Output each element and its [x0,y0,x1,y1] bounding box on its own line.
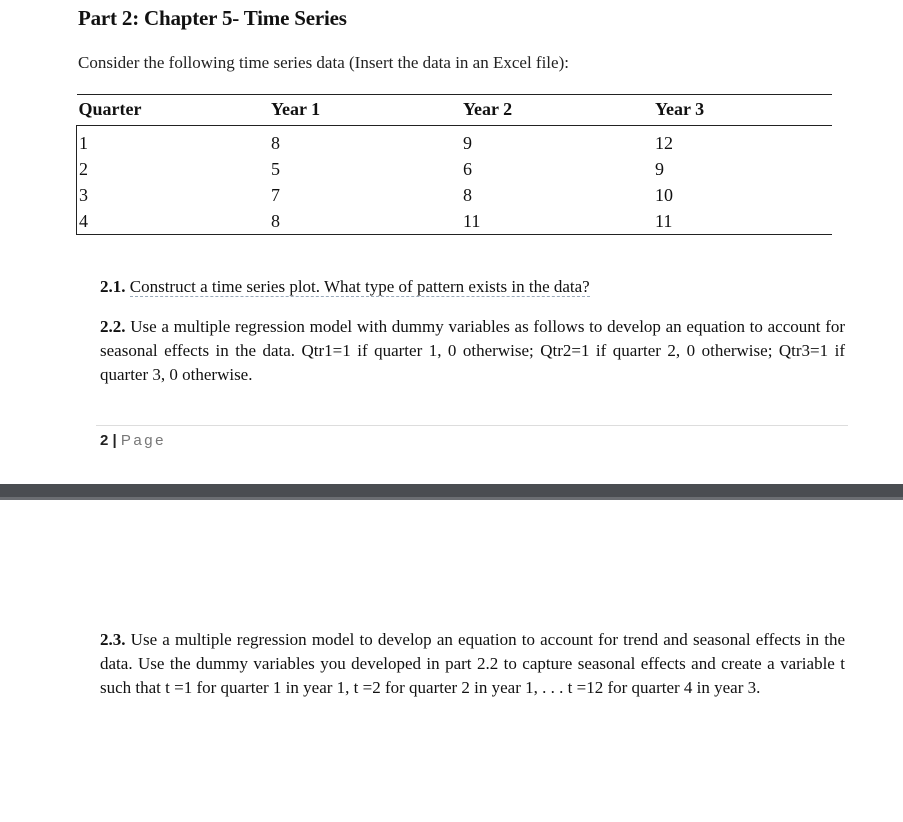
question-2-3 [100,628,845,700]
cell-year3: 11 [653,208,832,235]
header-year2: Year 2 [461,95,653,126]
cell-year3: 12 [655,133,673,153]
header-year3: Year 3 [653,95,832,126]
cell-quarter: 3 [77,182,270,208]
time-series-table [76,94,832,235]
cell-year1: 8 [269,208,461,235]
header-year1: Year 1 [269,95,461,126]
page-footer-divider [96,425,848,426]
table-header-row [77,95,833,126]
question-text: Construct a time series plot. What type of pattern exists in the data? [129,277,590,296]
question-2-1 [100,275,640,299]
cell-year2: 8 [463,185,472,205]
question-2-2 [100,315,845,387]
cell-year1: 7 [271,185,280,205]
cell-year3: 9 [655,159,664,179]
page-footer [100,432,166,449]
table-row [77,182,833,208]
cell-year1: 5 [271,159,280,179]
cell-year3: 10 [655,185,673,205]
table-row [77,208,833,235]
cell-quarter: 4 [77,208,270,235]
cell-year1: 8 [271,133,280,153]
intro-text: Consider the following time series data (Insert the data in an Excel file): [78,53,569,72]
page-title: Part 2: Chapter 5- Time Series [78,6,347,30]
cell-year2: 11 [461,208,653,235]
question-text: Use a multiple regression model with dummy variables as follows to develop an equation to account for seasonal effects in the data. Qtr1=1 if quarter 1, 0 otherwise; Qtr2=1 if quarter 2, 0 otherwise; Qtr3=1 if quarter 3, 0 otherwise. [100,317,846,384]
header-quarter: Quarter [77,95,270,126]
question-text: Use a multiple regression model to develop an equation to account for trend and seasonal effects in the data. Use the dummy variables you developed in part 2.2 to capture seasonal effects and create a variable t such that t =1 for quarter 1 in year 1, t =2 for quarter 2 in year 1, . . . t =12 for quarter 4 in year 3. [100,630,846,697]
cell-year2: 9 [463,133,472,153]
page-label: Page [120,432,166,449]
question-number: 2.1. [100,277,126,296]
cell-quarter: 1 [77,126,270,157]
table-row [77,156,833,182]
cell-quarter: 2 [77,156,270,182]
page-break-separator [0,484,903,500]
cell-year2: 6 [463,159,472,179]
question-number: 2.3. [100,630,126,649]
question-number: 2.2. [100,317,126,336]
table-row [77,126,833,157]
page-number: 2 | [100,432,117,449]
